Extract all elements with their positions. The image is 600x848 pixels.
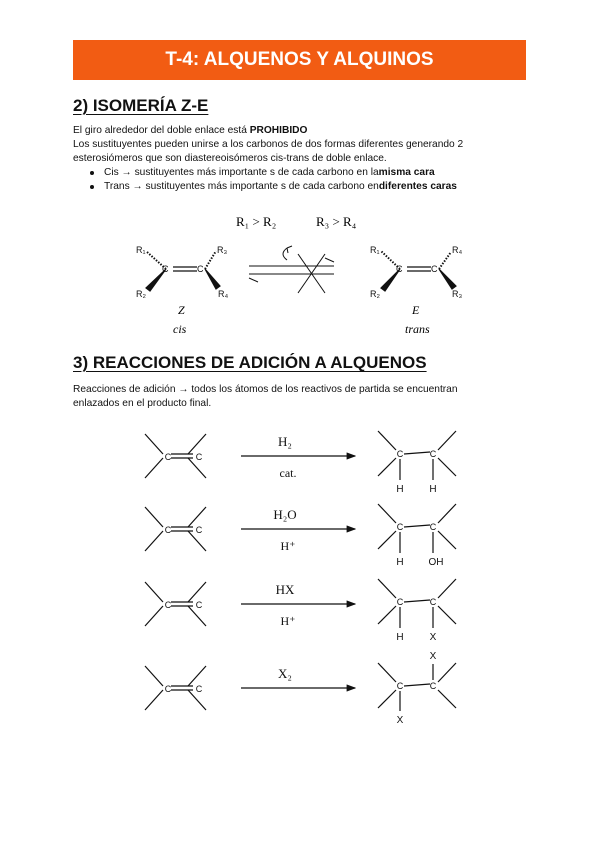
carbon-label: C <box>396 597 404 607</box>
bond-line <box>188 434 206 454</box>
e-c1: C <box>396 264 403 274</box>
carbon-label: C <box>396 449 404 459</box>
carbon-label: C <box>396 681 404 691</box>
bullet-bold: misma cara <box>378 167 435 178</box>
carbon-label: C <box>396 522 404 532</box>
bond-line <box>378 690 396 708</box>
carbon-label: C <box>164 525 172 535</box>
condition-right: R₃ > R₄ <box>316 214 357 229</box>
z-c2: C <box>197 264 204 274</box>
reaction-labels <box>165 434 437 495</box>
substituent-label: X <box>429 632 437 643</box>
bond-line <box>145 531 163 551</box>
z-r4: R₄ <box>218 289 229 299</box>
substituent-label: H <box>396 632 404 643</box>
bond-line <box>378 606 396 624</box>
reagent-bottom: H⁺ <box>280 614 296 628</box>
reaction-labels <box>165 507 444 568</box>
bond-line <box>145 690 163 710</box>
substituent-label: H <box>396 484 404 495</box>
z-c1: C <box>162 264 169 274</box>
bond-line <box>438 504 456 523</box>
e-r4: R₄ <box>452 245 463 255</box>
substituent-label: X <box>396 715 404 726</box>
carbon-label: C <box>195 600 203 610</box>
z-r1: R₁ <box>136 245 146 255</box>
paragraph-line: Reacciones de adición → todos los átomos de los reactivos de partida se encuentran <box>73 384 458 395</box>
reaction-labels <box>165 582 437 643</box>
bullet-text: Trans → sustituyentes más importante s de cada carbono en <box>104 181 379 192</box>
bullet-bold: diferentes caras <box>378 181 457 192</box>
section-heading-reacciones: 3) REACCIONES DE ADICIÓN A ALQUENOS <box>73 353 427 372</box>
reagent-bottom: cat. <box>279 466 297 480</box>
bond-line <box>145 582 163 602</box>
e-isomer <box>381 251 456 291</box>
addition-reactions <box>145 431 456 726</box>
paragraph-line: enlazados en el producto final. <box>73 398 212 409</box>
e-r1: R₁ <box>370 245 380 255</box>
paragraph-line: Los sustituyentes pueden unirse a los carbonos de dos formas diferentes generando 2 <box>73 139 464 150</box>
bond-line <box>438 531 456 549</box>
reaction-row <box>145 579 456 628</box>
single-bond-line <box>404 600 430 602</box>
z-r3: R₃ <box>217 245 228 255</box>
bond-line <box>145 458 163 478</box>
bond-line <box>378 663 396 682</box>
bond-line <box>438 606 456 624</box>
bond-line <box>145 666 163 686</box>
section-heading-isomeria: 2) ISOMERÍA Z-E <box>73 96 209 115</box>
substituent-label: OH <box>428 557 444 568</box>
carbon-label: C <box>164 600 172 610</box>
e-r3: R₃ <box>452 289 463 299</box>
carbon-label: C <box>164 452 172 462</box>
substituent-label: H <box>396 557 404 568</box>
bond-line <box>188 666 206 686</box>
reaction-row <box>145 663 456 711</box>
bullet-text: Cis → sustituyentes más importante s de cada carbono en la <box>104 167 379 178</box>
carbon-label: C <box>429 522 437 532</box>
carbon-label: C <box>164 684 172 694</box>
bond-line <box>378 579 396 598</box>
bond-line <box>438 690 456 708</box>
bond-line <box>438 458 456 476</box>
carbon-label: C <box>429 681 437 691</box>
bond-line <box>378 458 396 476</box>
e-c2: C <box>431 264 438 274</box>
trans-label: trans <box>405 322 430 336</box>
single-bond-line <box>404 525 430 527</box>
substituent-label: H <box>429 484 437 495</box>
reagent-top: HX <box>275 582 295 597</box>
reagent-top: H₂ <box>278 434 292 449</box>
z-isomer <box>146 251 220 291</box>
carbon-label: C <box>195 525 203 535</box>
bond-line <box>378 504 396 523</box>
bond-line <box>378 531 396 549</box>
bond-line <box>145 507 163 527</box>
bond-line <box>188 507 206 527</box>
reagent-bottom: H⁺ <box>280 539 296 553</box>
bond-line <box>378 431 396 450</box>
z-label: Z <box>178 303 185 317</box>
paragraph-line: esterosiómeros que son diastereoisómeros cis-trans de doble enlace. <box>73 153 387 164</box>
text-span: El giro alrededor del doble enlace está <box>73 125 250 136</box>
reaction-row <box>145 431 456 480</box>
bond-line <box>145 434 163 454</box>
page-title: T-4: ALQUENOS Y ALQUINOS <box>165 49 434 70</box>
single-bond-line <box>404 684 430 686</box>
carbon-label: C <box>195 452 203 462</box>
substituent-label: X <box>429 651 437 662</box>
blocked-rotation-icon <box>249 246 334 293</box>
bond-line <box>438 663 456 682</box>
carbon-label: C <box>429 449 437 459</box>
e-label: E <box>412 303 420 317</box>
z-r2: R₂ <box>136 289 146 299</box>
e-r2: R₂ <box>370 289 380 299</box>
bond-line <box>438 579 456 598</box>
bold-text: PROHIBIDO <box>249 125 308 136</box>
cis-label: cis <box>173 322 187 336</box>
bond-line <box>145 606 163 626</box>
reagent-top: X₂ <box>278 666 292 681</box>
bond-line <box>188 582 206 602</box>
condition-left: R₁ > R₂ <box>236 214 277 229</box>
reagent-top: H₂O <box>273 507 297 522</box>
bond-line <box>438 431 456 450</box>
carbon-label: C <box>195 684 203 694</box>
carbon-label: C <box>429 597 437 607</box>
single-bond-line <box>404 452 430 454</box>
reaction-row <box>145 504 456 553</box>
